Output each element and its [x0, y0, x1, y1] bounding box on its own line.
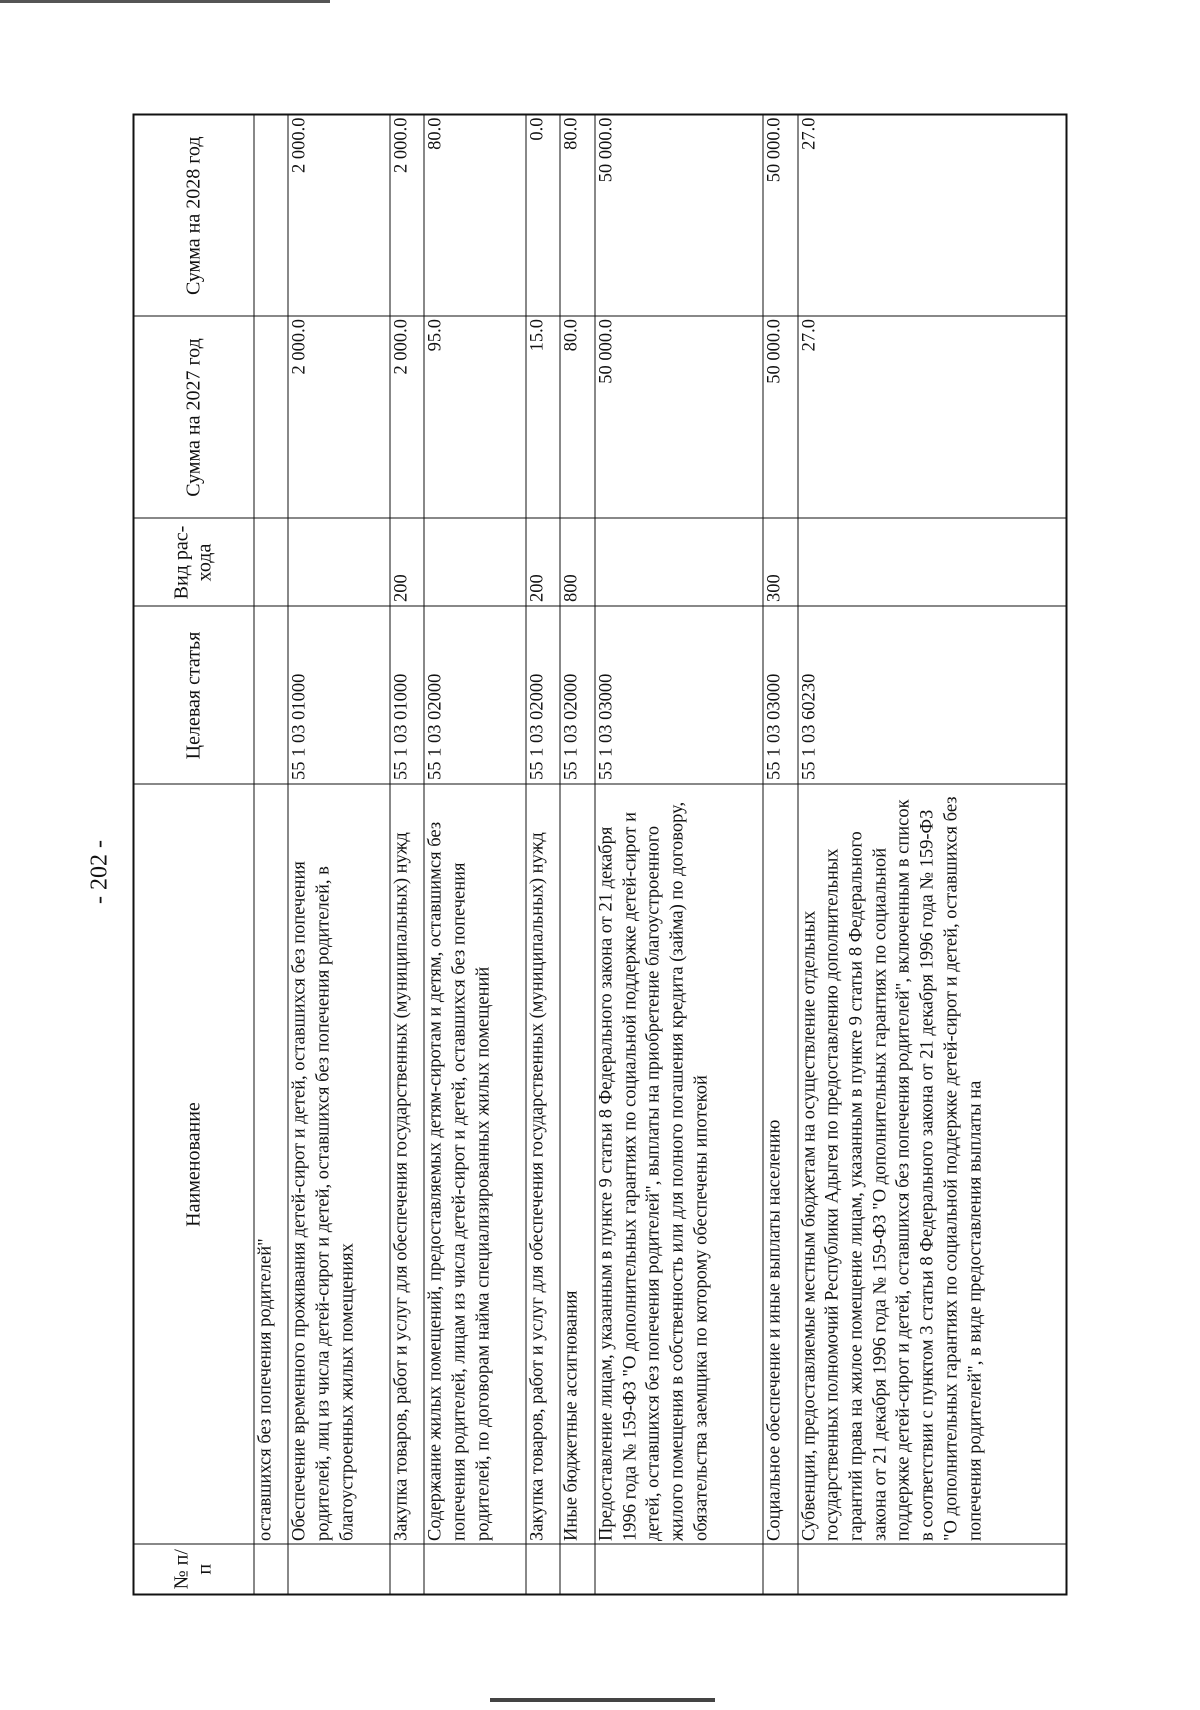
header-expense-type: Вид рас- хода — [134, 518, 254, 606]
row-sum-2027: 15.0 — [526, 316, 561, 518]
row-sum-2027: 80.0 — [560, 316, 595, 518]
header-target-article: Целевая статья — [134, 606, 254, 784]
table-row — [254, 114, 289, 1594]
row-sum-2028: 80.0 — [560, 114, 595, 316]
page-number: - 202 - — [86, 840, 113, 904]
header-sum-2028: Сумма на 2028 год — [134, 114, 254, 316]
row-name: Обеспечение временного проживания детей-сирот и детей, оставшихся без попечения родителей, лиц из числа детей-сирот и детей, оставшихся без попечения родителей, в благоустроенных жилых помещениях — [288, 784, 389, 1544]
row-num — [560, 1544, 595, 1594]
row-expense-type — [798, 518, 1067, 606]
row-expense-type: 200 — [390, 518, 425, 606]
row-sum-2028: 2 000.0 — [390, 114, 425, 316]
row-target-article: 55 1 03 02000 — [560, 606, 595, 784]
row-sum-2028: 2 000.0 — [288, 114, 389, 316]
row-sum-2027 — [254, 316, 289, 518]
table-row — [595, 114, 763, 1594]
row-sum-2027: 50 000.0 — [763, 316, 798, 518]
row-sum-2027: 2 000.0 — [390, 316, 425, 518]
row-target-article: 55 1 03 01000 — [288, 606, 389, 784]
row-name: Содержание жилых помещений, предоставляемых детям-сиротам и детям, оставшимся без попечения родителей, лицам из числа детей-сирот и детей, оставшихся без попечения родителей, по договорам найма специализированных жилых помещений — [424, 784, 525, 1544]
row-sum-2028: 27.0 — [798, 114, 1067, 316]
row-name: Субвенции, предоставляемые местным бюджетам на осуществление отдельных государственных полномочий Республики Адыгея по предоставлению дополнительных гарантий права на жилое помещение лицам, указанным в пункте 9 статьи 8 Федерального закона от 21 декабря 1996 года № 159-ФЗ "О дополнительных гарантиях по социальной поддержке детей-сирот и детей, оставшихся без попечения родителей", включенным в список в соответствии с пунктом 3 статьи 8 Федерального закона от 21 декабря 1996 года № 159-ФЗ "О дополнительных гарантиях по социальной поддержке детей-сирот и детей, оставшихся без попечения родителей", в виде предоставления выплаты на — [798, 784, 1067, 1544]
row-name: Социальное обеспечение и иные выплаты населению — [763, 784, 798, 1544]
row-expense-type: 800 — [560, 518, 595, 606]
row-expense-type — [424, 518, 525, 606]
row-sum-2027: 2 000.0 — [288, 316, 389, 518]
row-sum-2028: 50 000.0 — [595, 114, 763, 316]
row-name: оставшихся без попечения родителей" — [254, 784, 289, 1544]
row-expense-type — [595, 518, 763, 606]
row-target-article: 55 1 03 02000 — [424, 606, 525, 784]
table-row — [798, 114, 1067, 1594]
table-row — [526, 114, 561, 1594]
row-expense-type — [254, 518, 289, 606]
header-num: № п/п — [134, 1544, 254, 1594]
table-row — [763, 114, 798, 1594]
row-sum-2028: 0.0 — [526, 114, 561, 316]
table-row — [424, 114, 525, 1594]
row-target-article: 55 1 03 03000 — [595, 606, 763, 784]
row-sum-2028: 50 000.0 — [763, 114, 798, 316]
row-name: Иные бюджетные ассигнования — [560, 784, 595, 1544]
top-scan-rule — [0, 0, 330, 3]
row-target-article: 55 1 03 01000 — [390, 606, 425, 784]
table-row — [390, 114, 425, 1594]
row-num — [390, 1544, 425, 1594]
row-expense-type: 300 — [763, 518, 798, 606]
row-sum-2027: 95.0 — [424, 316, 525, 518]
row-sum-2027: 27.0 — [798, 316, 1067, 518]
bottom-scan-rule — [490, 1698, 715, 1702]
row-num — [798, 1544, 1067, 1594]
header-sum-2027: Сумма на 2027 год — [134, 316, 254, 518]
table-row — [288, 114, 389, 1594]
row-expense-type: 200 — [526, 518, 561, 606]
row-num — [763, 1544, 798, 1594]
rotated-page-content — [133, 115, 1068, 1595]
row-name: Предоставление лицам, указанным в пункте 9 статьи 8 Федерального закона от 21 декабря 1996 года № 159-ФЗ "О дополнительных гарантиях по социальной поддержке детей-сирот и детей, оставшихся без попечения родителей", выплаты на приобретение благоустроенного жилого помещения в собственность или для полного погашения кредита (займа) по договору, обязательства заемщика по которому обеспечены ипотекой — [595, 784, 763, 1544]
row-sum-2028: 80.0 — [424, 114, 525, 316]
row-target-article: 55 1 03 60230 — [798, 606, 1067, 784]
row-num — [288, 1544, 389, 1594]
table-header-row — [134, 114, 254, 1594]
row-name: Закупка товаров, работ и услуг для обеспечения государственных (муниципальных) нужд — [390, 784, 425, 1544]
row-target-article — [254, 606, 289, 784]
row-name: Закупка товаров, работ и услуг для обеспечения государственных (муниципальных) нужд — [526, 784, 561, 1544]
row-num — [424, 1544, 525, 1594]
row-num — [595, 1544, 763, 1594]
table-row — [560, 114, 595, 1594]
row-sum-2028 — [254, 114, 289, 316]
row-num — [526, 1544, 561, 1594]
row-target-article: 55 1 03 03000 — [763, 606, 798, 784]
header-name: Наименование — [134, 784, 254, 1544]
row-num — [254, 1544, 289, 1594]
row-sum-2027: 50 000.0 — [595, 316, 763, 518]
row-target-article: 55 1 03 02000 — [526, 606, 561, 784]
budget-table — [133, 113, 1068, 1595]
row-expense-type — [288, 518, 389, 606]
